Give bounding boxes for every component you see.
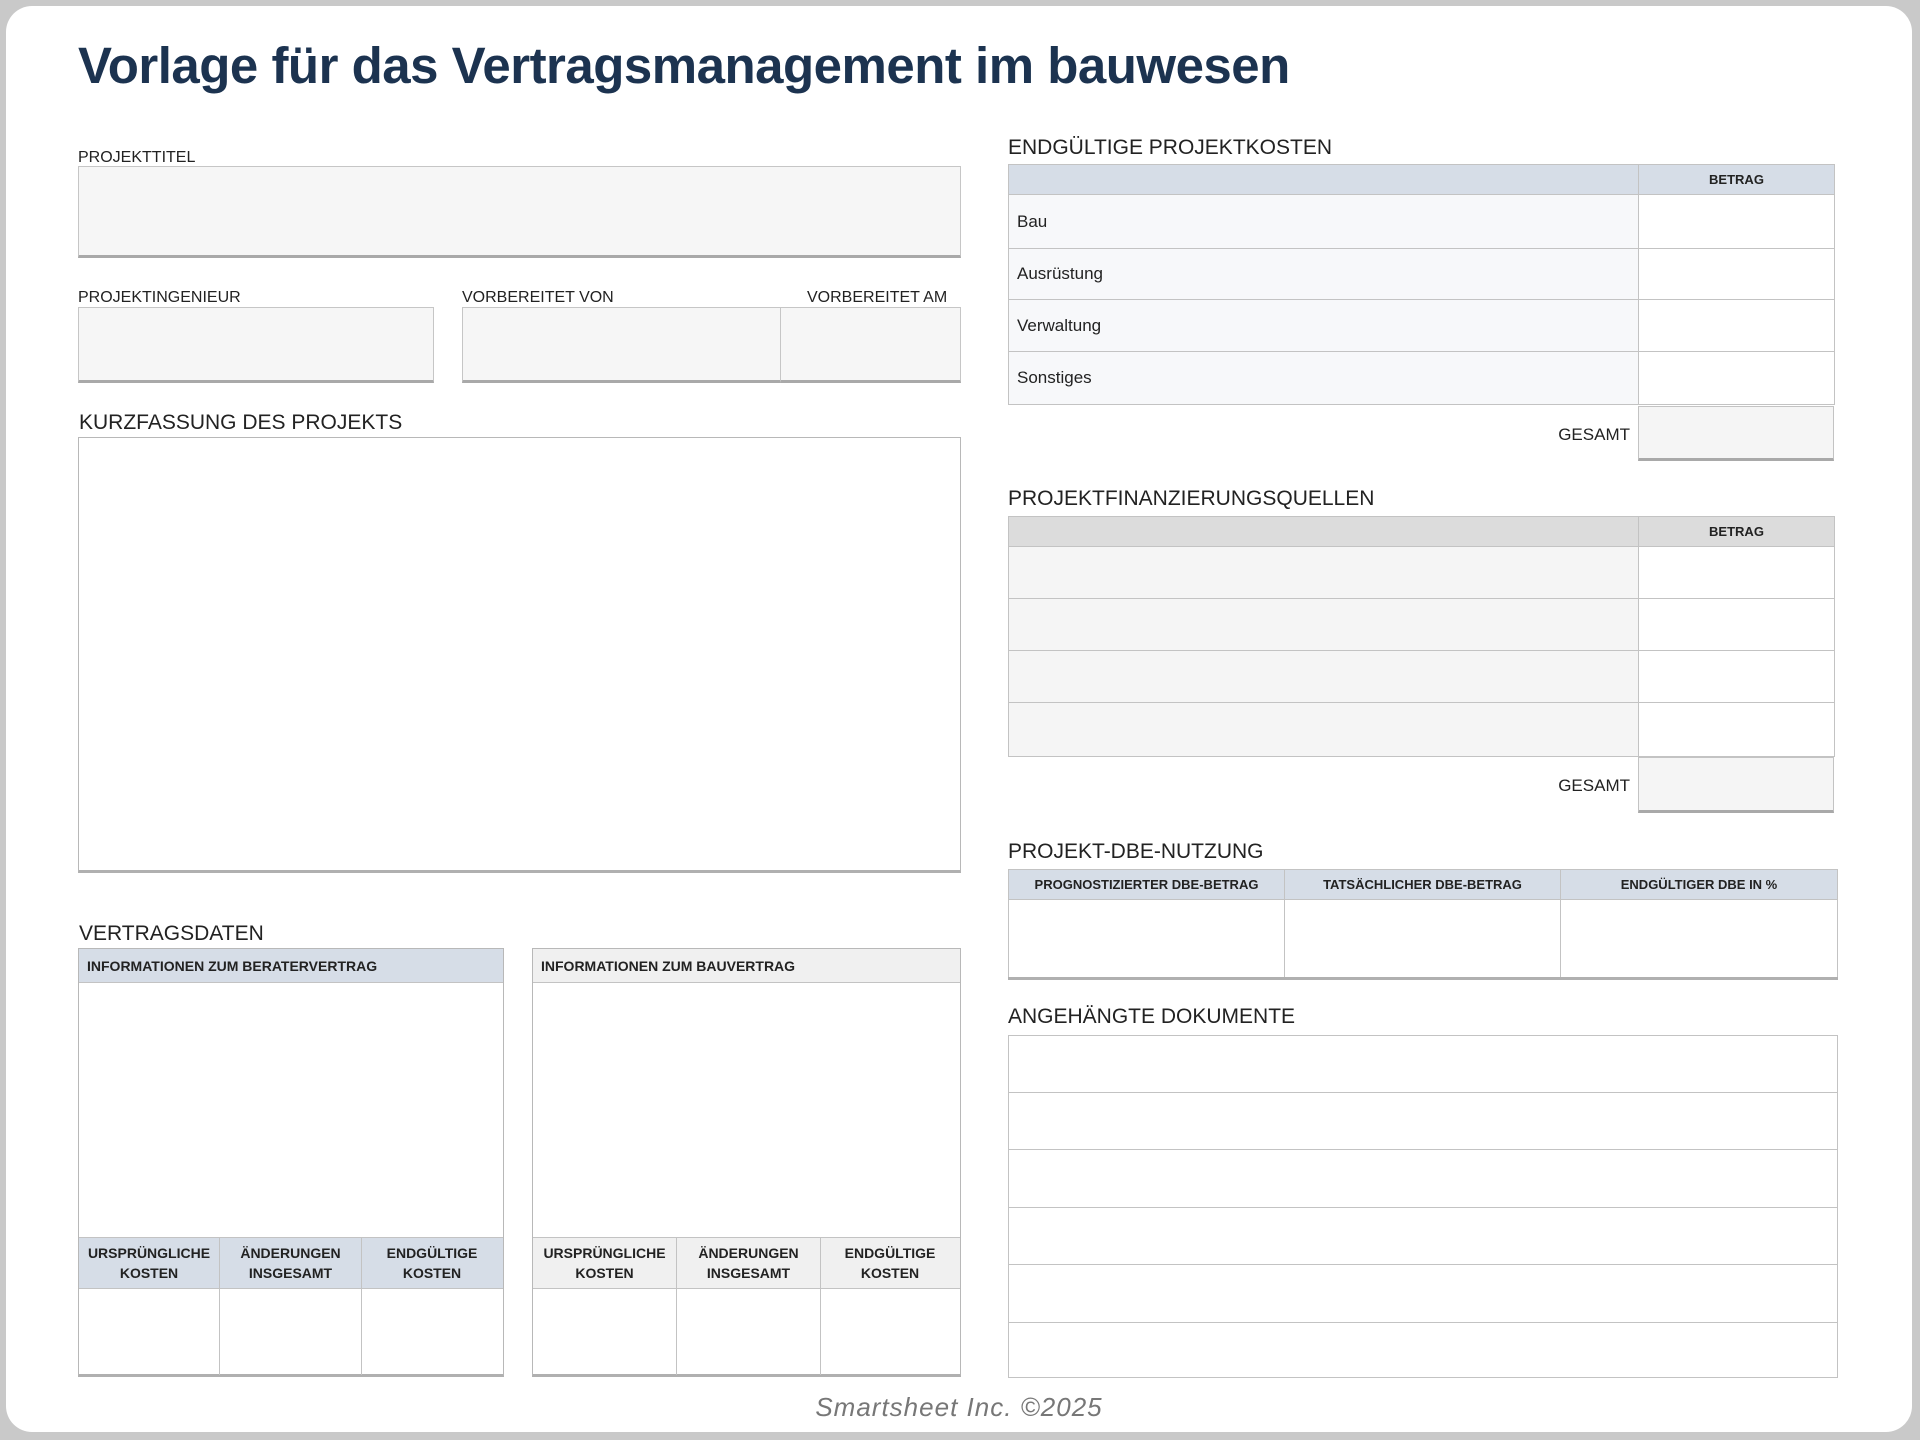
construction-total-changes-cell[interactable] <box>677 1289 821 1375</box>
attached-document-row[interactable] <box>1009 1265 1838 1323</box>
final-costs-row-label: Ausrüstung <box>1009 249 1639 300</box>
dbe-col-final-percent: ENDGÜLTIGER DBE IN % <box>1561 870 1838 900</box>
contract-data-heading: VERTRAGSDATEN <box>79 922 264 945</box>
attached-document-row[interactable] <box>1009 1093 1838 1150</box>
consultant-total-changes-cell[interactable] <box>220 1289 362 1375</box>
prepared-on-field[interactable] <box>780 307 961 383</box>
funding-source-cell[interactable] <box>1009 599 1639 651</box>
summary-heading: KURZFASSUNG DES PROJEKTS <box>79 411 403 434</box>
construction-contract-header: INFORMATIONEN ZUM BAUVERTRAG <box>533 949 960 983</box>
attached-document-row[interactable] <box>1009 1150 1838 1208</box>
final-costs-row-label: Bau <box>1009 195 1639 249</box>
dbe-usage-heading: PROJEKT-DBE-NUTZUNG <box>1008 840 1264 863</box>
final-costs-heading: ENDGÜLTIGE PROJEKTKOSTEN <box>1008 136 1332 159</box>
final-costs-total-cell[interactable] <box>1638 406 1834 461</box>
funding-total-label: GESAMT <box>1558 776 1630 795</box>
final-costs-total-label: GESAMT <box>1558 425 1630 444</box>
funding-amount-header: BETRAG <box>1639 517 1835 547</box>
construction-original-costs-cell[interactable] <box>533 1289 677 1375</box>
final-costs-amount-header: BETRAG <box>1639 165 1835 195</box>
consultant-col-final-costs: ENDGÜLTIGE KOSTEN <box>386 1245 478 1281</box>
funding-amount-cell[interactable] <box>1639 547 1835 599</box>
funding-source-header <box>1009 517 1639 547</box>
construction-col-original-costs: URSPRÜNGLICHE KOSTEN <box>533 1238 677 1288</box>
project-engineer-field[interactable] <box>78 307 434 383</box>
funding-source-cell[interactable] <box>1009 703 1639 757</box>
final-costs-amount-cell[interactable] <box>1639 249 1835 300</box>
summary-field[interactable] <box>78 437 961 873</box>
final-costs-table <box>1008 164 1835 405</box>
consultant-contract-block <box>78 948 504 1377</box>
project-title-field[interactable] <box>78 166 961 258</box>
dbe-col-forecast: PROGNOSTIZIERTER DBE-BETRAG <box>1009 870 1285 900</box>
project-engineer-label: PROJEKTINGENIEUR <box>78 289 241 306</box>
funding-sources-heading: PROJEKTFINANZIERUNGSQUELLEN <box>1008 487 1375 510</box>
prepared-by-field[interactable] <box>462 307 788 383</box>
attached-documents-table <box>1008 1035 1838 1378</box>
final-costs-amount-cell[interactable] <box>1639 195 1835 249</box>
dbe-actual-cell[interactable] <box>1285 900 1561 979</box>
final-costs-amount-cell[interactable] <box>1639 300 1835 352</box>
dbe-col-actual: TATSÄCHLICHER DBE-BETRAG <box>1285 870 1561 900</box>
prepared-by-label: VORBEREITET VON <box>462 289 614 306</box>
construction-contract-block <box>532 948 961 1377</box>
attached-document-row[interactable] <box>1009 1323 1838 1378</box>
consultant-cost-header-row <box>79 1237 503 1289</box>
funding-amount-cell[interactable] <box>1639 599 1835 651</box>
construction-col-final-costs: ENDGÜLTIGE KOSTEN <box>844 1245 936 1281</box>
funding-total-cell[interactable] <box>1638 757 1834 813</box>
construction-col-total-changes: ÄNDERUNGEN INSGESAMT <box>677 1238 821 1288</box>
dbe-usage-table <box>1008 869 1838 980</box>
page-title: Vorlage für das Vertragsmanagement im bauwesen <box>78 37 1290 94</box>
final-costs-category-header <box>1009 165 1639 195</box>
consultant-col-original-costs: URSPRÜNGLICHE KOSTEN <box>79 1238 220 1288</box>
consultant-cost-value-row <box>79 1289 503 1375</box>
prepared-on-label: VORBEREITET AM <box>807 289 948 306</box>
attached-documents-heading: ANGEHÄNGTE DOKUMENTE <box>1008 1005 1296 1028</box>
construction-final-costs-cell[interactable] <box>821 1289 959 1375</box>
template-page <box>6 6 1912 1432</box>
consultant-contract-info-field[interactable] <box>79 983 503 1237</box>
construction-cost-header-row <box>533 1237 960 1289</box>
final-costs-row-label: Verwaltung <box>1009 300 1639 352</box>
consultant-original-costs-cell[interactable] <box>79 1289 220 1375</box>
consultant-final-costs-cell[interactable] <box>362 1289 502 1375</box>
funding-source-cell[interactable] <box>1009 651 1639 703</box>
consultant-col-total-changes: ÄNDERUNGEN INSGESAMT <box>220 1238 362 1288</box>
attached-document-row[interactable] <box>1009 1208 1838 1265</box>
consultant-contract-header: INFORMATIONEN ZUM BERATERVERTRAG <box>79 949 503 983</box>
attached-document-row[interactable] <box>1009 1036 1838 1093</box>
funding-amount-cell[interactable] <box>1639 651 1835 703</box>
funding-amount-cell[interactable] <box>1639 703 1835 757</box>
funding-sources-table <box>1008 516 1835 757</box>
final-costs-amount-cell[interactable] <box>1639 352 1835 405</box>
construction-cost-value-row <box>533 1289 960 1375</box>
construction-contract-info-field[interactable] <box>533 983 960 1237</box>
project-title-label: PROJEKTTITEL <box>78 149 196 166</box>
final-costs-row-label: Sonstiges <box>1009 352 1639 405</box>
funding-source-cell[interactable] <box>1009 547 1639 599</box>
footer-copyright: Smartsheet Inc. ©2025 <box>815 1392 1103 1422</box>
dbe-final-percent-cell[interactable] <box>1561 900 1838 979</box>
dbe-forecast-cell[interactable] <box>1009 900 1285 979</box>
